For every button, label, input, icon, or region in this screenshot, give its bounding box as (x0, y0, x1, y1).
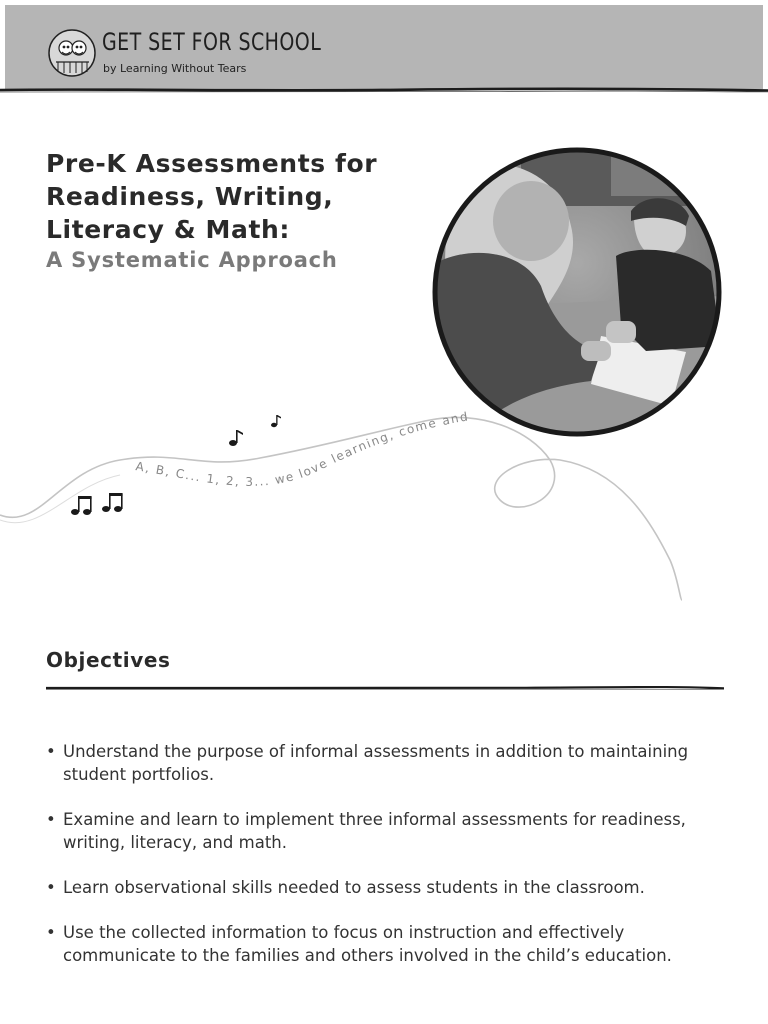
objective-text: Understand the purpose of informal assessments in addition to maintaining student portfolios. (63, 742, 689, 784)
music-note-icon (229, 430, 243, 446)
bullet-icon: • (46, 878, 56, 897)
brand-title: GET SET FOR SCHOOL (102, 28, 322, 56)
objective-item (46, 740, 726, 786)
bullet-icon: • (46, 742, 56, 761)
bullet-icon: • (46, 923, 56, 942)
page-title-line: Pre-K Assessments for (46, 149, 378, 178)
objective-text: Use the collected information to focus on instruction and effectively communicate to the families and others involved in the child’s education. (63, 923, 672, 965)
beamed-notes-icon (71, 496, 92, 515)
objective-text: Learn observational skills needed to assess students in the classroom. (63, 878, 645, 897)
objectives-heading: Objectives (46, 648, 171, 672)
objective-item (46, 921, 726, 967)
header-rule (0, 86, 768, 96)
page-subtitle: A Systematic Approach (46, 248, 338, 272)
bullet-icon: • (46, 810, 56, 829)
lyric-text: A, B, C... 1, 2, 3... we love learning, come and (134, 409, 471, 489)
objectives-divider (46, 684, 724, 692)
brand-subtitle: by Learning Without Tears (103, 62, 247, 75)
decorative-ribbon (0, 380, 768, 620)
page-title-line: Readiness, Writing, (46, 182, 334, 211)
page-title-line: Literacy & Math: (46, 215, 291, 244)
objective-item (46, 876, 726, 899)
objective-text: Examine and learn to implement three informal assessments for readiness, writing, literacy, and math. (63, 810, 686, 852)
kids-logo-icon (46, 28, 98, 78)
beamed-notes-icon (102, 493, 123, 512)
objectives-list (46, 740, 726, 989)
objective-item (46, 808, 726, 854)
music-note-icon (271, 415, 281, 427)
page-title (46, 147, 426, 246)
brand-logo (46, 26, 346, 82)
